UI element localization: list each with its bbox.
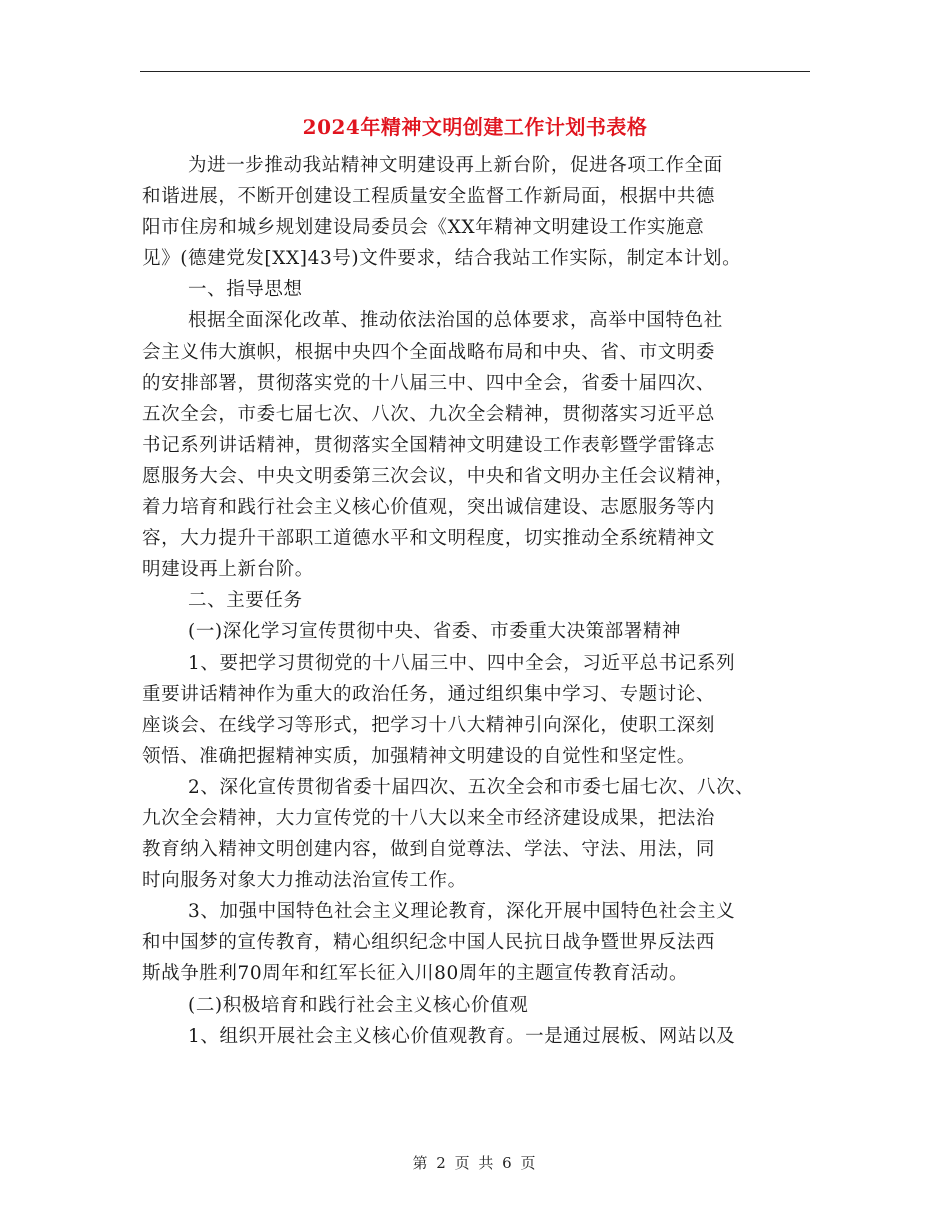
paragraph-line: 和谐进展，不断开创建设工程质量安全监督工作新局面，根据中共德 (142, 186, 716, 208)
paragraph-line: 1、要把学习贯彻党的十八届三中、四中全会，习近平总书记系列 (188, 652, 736, 674)
section-heading: 二、主要任务 (188, 590, 303, 612)
page-number: 第 2 页 共 6 页 (412, 1154, 538, 1172)
paragraph-line: 会主义伟大旗帜，根据中央四个全面战略布局和中央、省、市文明委 (142, 341, 716, 363)
header-rule (140, 71, 810, 72)
paragraph-line: 阳市住房和城乡规划建设局委员会《XX年精神文明建设工作实施意 (142, 217, 705, 239)
section-heading: 一、指导思想 (188, 279, 303, 301)
paragraph-line: 容，大力提升干部职工道德水平和文明程度，切实推动全系统精神文 (142, 528, 716, 550)
paragraph-line: 时向服务对象大力推动法治宣传工作。 (142, 870, 467, 892)
subsection-heading: (二)积极培育和践行社会主义核心价值观 (188, 994, 529, 1016)
paragraph-line: 九次全会精神，大力宣传党的十八大以来全市经济建设成果，把法治 (142, 807, 716, 829)
paragraph-line: 根据全面深化改革、推动依法治国的总体要求，高举中国特色社 (188, 310, 723, 332)
paragraph-line: 为进一步推动我站精神文明建设再上新台阶，促进各项工作全面 (188, 155, 723, 176)
paragraph-line: 座谈会、在线学习等形式，把学习十八大精神引向深化，使职工深刻 (142, 714, 716, 736)
paragraph-line: 教育纳入精神文明创建内容，做到自觉尊法、学法、守法、用法，同 (142, 839, 716, 861)
paragraph-line: 领悟、准确把握精神实质，加强精神文明建设的自觉性和坚定性。 (142, 745, 696, 767)
paragraph-line: 的安排部署，贯彻落实党的十八届三中、四中全会，省委十届四次、 (142, 372, 716, 394)
paragraph-line: 斯战争胜利70周年和红军长征入川80周年的主题宣传教育活动。 (142, 963, 689, 985)
paragraph-line: 重要讲话精神作为重大的政治任务，通过组织集中学习、专题讨论、 (142, 683, 716, 705)
paragraph-line: 见》(德建党发[XX]43号)文件要求，结合我站工作实际，制定本计划。 (142, 248, 742, 270)
paragraph-line: 五次全会，市委七届七次、八次、九次全会精神，贯彻落实习近平总 (142, 403, 716, 425)
paragraph-line: 3、加强中国特色社会主义理论教育，深化开展中国特色社会主义 (188, 901, 736, 923)
document-body (142, 150, 822, 1052)
document-title: 2024年精神文明创建工作计划书表格 (302, 115, 648, 139)
paragraph-line: 2、深化宣传贯彻省委十届四次、五次全会和市委七届七次、八次、 (188, 776, 755, 798)
paragraph-line: 着力培育和践行社会主义核心价值观，突出诚信建设、志愿服务等内 (142, 497, 716, 519)
paragraph-line: 1、组织开展社会主义核心价值观教育。一是通过展板、网站以及 (188, 1025, 736, 1047)
subsection-heading: (一)深化学习宣传贯彻中央、省委、市委重大决策部署精神 (188, 621, 682, 643)
paragraph-line: 愿服务大会、中央文明委第三次会议，中央和省文明办主任会议精神， (142, 465, 735, 487)
paragraph-line: 明建设再上新台阶。 (142, 559, 314, 581)
paragraph-line: 书记系列讲话精神，贯彻落实全国精神文明建设工作表彰暨学雷锋志 (142, 434, 716, 456)
paragraph-line: 和中国梦的宣传教育，精心组织纪念中国人民抗日战争暨世界反法西 (142, 932, 716, 954)
